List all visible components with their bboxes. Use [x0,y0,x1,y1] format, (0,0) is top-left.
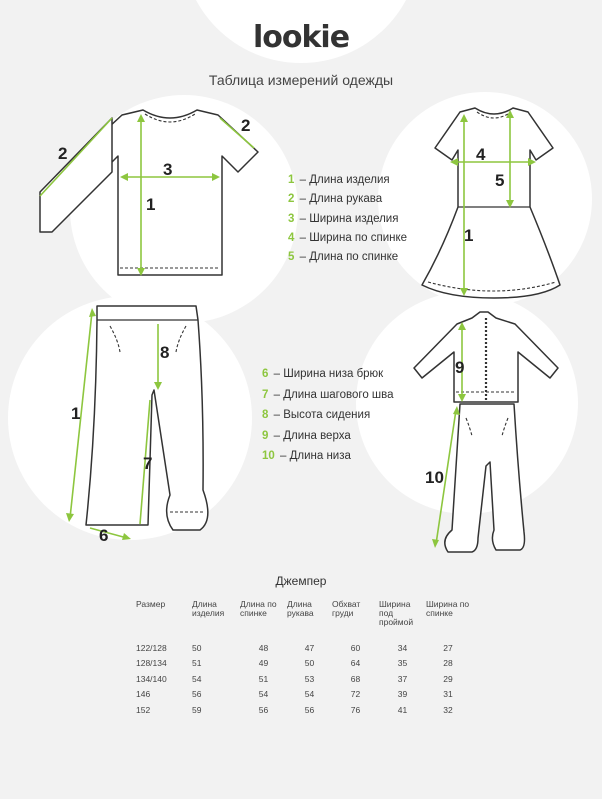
table-row [136,671,470,687]
tshirt-num-sleeve-left: 2 [58,144,68,163]
table-cell: 29 [443,673,453,684]
page-subtitle: Таблица измерений одежды [208,72,394,88]
pants-num-length: 1 [71,404,81,423]
table-cell: 60 [350,642,361,653]
table-title: Джемпер [275,574,327,588]
legend-item: 7 – Длина шагового шва [262,388,394,401]
table-cell: 51 [192,658,202,669]
header-back-width: Ширина по спинке [426,599,470,618]
header-sleeve-length: Длина рукава [287,599,314,618]
legend-item: 3 – Ширина изделия [288,212,399,225]
header-armhole-width: Ширина под проймой [379,599,414,627]
dress-num-back-length: 5 [495,171,505,190]
header-size: Размер [136,599,166,609]
table-cell: 50 [304,658,315,669]
table-cell: 54 [258,689,269,700]
table-cell: 134/140 [136,673,167,684]
table-cell: 56 [192,689,202,700]
table-cell: 54 [192,673,202,684]
table-cell: 146 [136,689,151,700]
table-row [136,656,470,672]
brand-logo: lookie [252,20,350,55]
header-chest: Обхват груди [332,599,361,618]
legend-item: 5 – Длина по спинке [288,251,399,264]
dress-num-back-width: 4 [476,145,486,164]
pants-num-hem-width: 6 [99,526,109,545]
tshirt-num-length: 1 [146,195,156,214]
legend-item: 8 – Высота сидения [262,409,371,422]
table-cell: 41 [397,704,408,715]
legend-bottom [262,368,394,471]
table-cell: 64 [350,658,361,669]
legend-item: 2 – Длина рукава [288,193,383,206]
pants-drawing [86,306,208,530]
table-cell: 53 [304,673,315,684]
table-cell: 28 [443,658,453,669]
table-row [136,702,470,718]
table-cell: 122/128 [136,642,167,653]
table-cell: 56 [304,704,315,715]
header-back-length: Длина по спинке [240,599,277,618]
table-row [136,687,470,703]
tshirt-long-sleeve-outline [40,118,112,232]
table-cell: 50 [192,642,202,653]
header-item-length: Длина изделия [192,599,225,618]
legend-item: 6 – Ширина низа брюк [262,368,384,380]
legend-item: 4 – Ширина по спинке [288,231,408,244]
tshirt-drawing [40,110,258,275]
table-cell: 27 [443,642,453,653]
table-cell: 56 [258,704,269,715]
table-cell: 76 [350,704,361,715]
table-cell: 51 [258,673,269,684]
table-header-row [136,600,470,640]
set-pants-drawing [445,404,525,552]
dress-num-length: 1 [464,226,474,245]
legend-item: 9 – Длина верха [262,429,351,442]
table-cell: 35 [397,658,408,669]
table-cell: 49 [258,658,269,669]
size-table [136,600,470,718]
pants-num-inseam: 7 [143,454,153,473]
table-cell: 152 [136,704,151,715]
table-cell: 34 [397,642,408,653]
legend-item: 1 – Длина изделия [288,174,390,186]
table-cell: 128/134 [136,658,167,669]
table-cell: 31 [443,689,453,700]
pants-num-seat-height: 8 [160,343,170,362]
table-cell: 54 [304,689,315,700]
table-cell: 72 [350,689,361,700]
dress-drawing [422,108,560,298]
set-num-top-length: 9 [455,358,465,377]
table-row [136,640,470,656]
table-cell: 39 [397,689,408,700]
table-cell: 48 [258,642,269,653]
set-num-bottom-length: 10 [425,468,444,487]
table-cell: 59 [192,704,202,715]
legend-item: 10 – Длина низа [262,450,351,463]
tshirt-num-sleeve-right: 2 [241,116,251,135]
table-cell: 32 [443,704,453,715]
table-cell: 68 [350,673,361,684]
tshirt-num-width: 3 [163,160,173,179]
legend-top [288,174,407,270]
table-cell: 47 [304,642,315,653]
table-cell: 37 [397,673,408,684]
set-jacket-drawing [414,312,558,402]
